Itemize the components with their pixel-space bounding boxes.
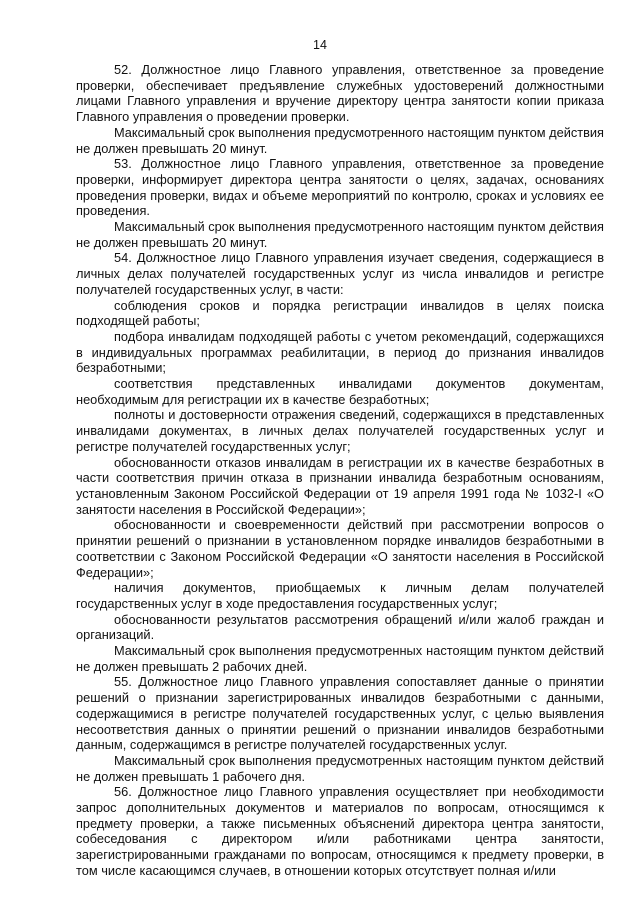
list-item-job-selection: подбора инвалидам подходящей работы с учетом рекомендаций, содержащихся в индивидуальных программах реабилитации, в период до признания инвалидов безработными; (76, 328, 604, 376)
list-item-refusal-grounds: обоснованности отказов инвалидам в регистрации их в качестве безработных в части соответствия причин отказа в признании инвалида безработным основаниям, установленным Законом Российской Федерации от 19 апреля 1991 года № 1032-I «О занятости населения в Российской Федерации»; (76, 454, 604, 517)
paragraph-54: 54. Должностное лицо Главного управления изучает сведения, содержащиеся в личных делах получателей государственных услуг из числа инвалидов и регистре получателей государственных услуг, в части: (76, 250, 604, 297)
list-item-complaints-review: обоснованности результатов рассмотрения обращений и/или жалоб граждан и организаций. (76, 611, 604, 643)
paragraph-55: 55. Должностное лицо Главного управления сопоставляет данные о принятии решений о признании зарегистрированных инвалидов безработными с данными, содержащимися в регистре получателей государственных услуг, с целью выявления несоответствия данных о принятии решений о признании инвалидов безработными данным, содержащимся в регистре получателей государственных услуг. (76, 674, 604, 753)
paragraph-53-deadline: Максимальный срок выполнения предусмотренного настоящим пунктом действия не должен превышать 20 минут. (76, 219, 604, 250)
page-number: 14 (313, 38, 327, 52)
paragraph-54-deadline: Максимальный срок выполнения предусмотренных настоящим пунктом действий не должен превышать 2 рабочих дней. (76, 643, 604, 674)
paragraph-52-deadline: Максимальный срок выполнения предусмотренного настоящим пунктом действия не должен превышать 20 минут. (76, 124, 604, 156)
paragraph-52: 52. Должностное лицо Главного управления, ответственное за проведение проверки, обеспечивает предъявление служебных удостоверений должностными лицами Главного управления и вручение директору центра занятости копии приказа Главного управления о проведении проверки. (76, 62, 604, 125)
paragraph-53: 53. Должностное лицо Главного управления, ответственное за проведение проверки, информирует директора центра занятости о целях, задачах, основаниях проведения проверки, видах и объеме мероприятий по контролю, сроках и условиях ее проведения. (76, 156, 604, 219)
document-body (76, 62, 604, 879)
paragraph-56: 56. Должностное лицо Главного управления осуществляет при необходимости запрос дополнительных документов и материалов по вопросам, относящимся к предмету проверки, а также письменных объяснений директора центра занятости, собеседования с директором и/или работниками центра занятости, зарегистрированными гражданами по вопросам, относящимся к предмету проверки, в том числе касающимся случаев, в отношении которых отсутствует полная и/или (76, 784, 604, 878)
list-item-decision-timeliness: обоснованности и своевременности действий при рассмотрении вопросов о принятии решений о признании в установленном порядке инвалидов безработными в соответствии с Законом Российской Федерации «О занятости населения в Российской Федерации»; (76, 517, 604, 580)
list-item-registration-terms: соблюдения сроков и порядка регистрации инвалидов в целях поиска подходящей работы; (76, 297, 604, 329)
list-item-documents-compliance: соответствия представленных инвалидами документов документам, необходимым для регистрации их в качестве безработных; (76, 376, 604, 407)
list-item-attached-documents: наличия документов, приобщаемых к личным делам получателей государственных услуг в ходе предоставления государственных услуг; (76, 580, 604, 611)
list-item-data-completeness: полноты и достоверности отражения сведений, содержащихся в представленных инвалидами документах, в личных делах получателей государственных услуг и регистре получателей государственных услуг; (76, 407, 604, 454)
paragraph-55-deadline: Максимальный срок выполнения предусмотренных настоящим пунктом действий не должен превышать 1 рабочего дня. (76, 752, 604, 784)
